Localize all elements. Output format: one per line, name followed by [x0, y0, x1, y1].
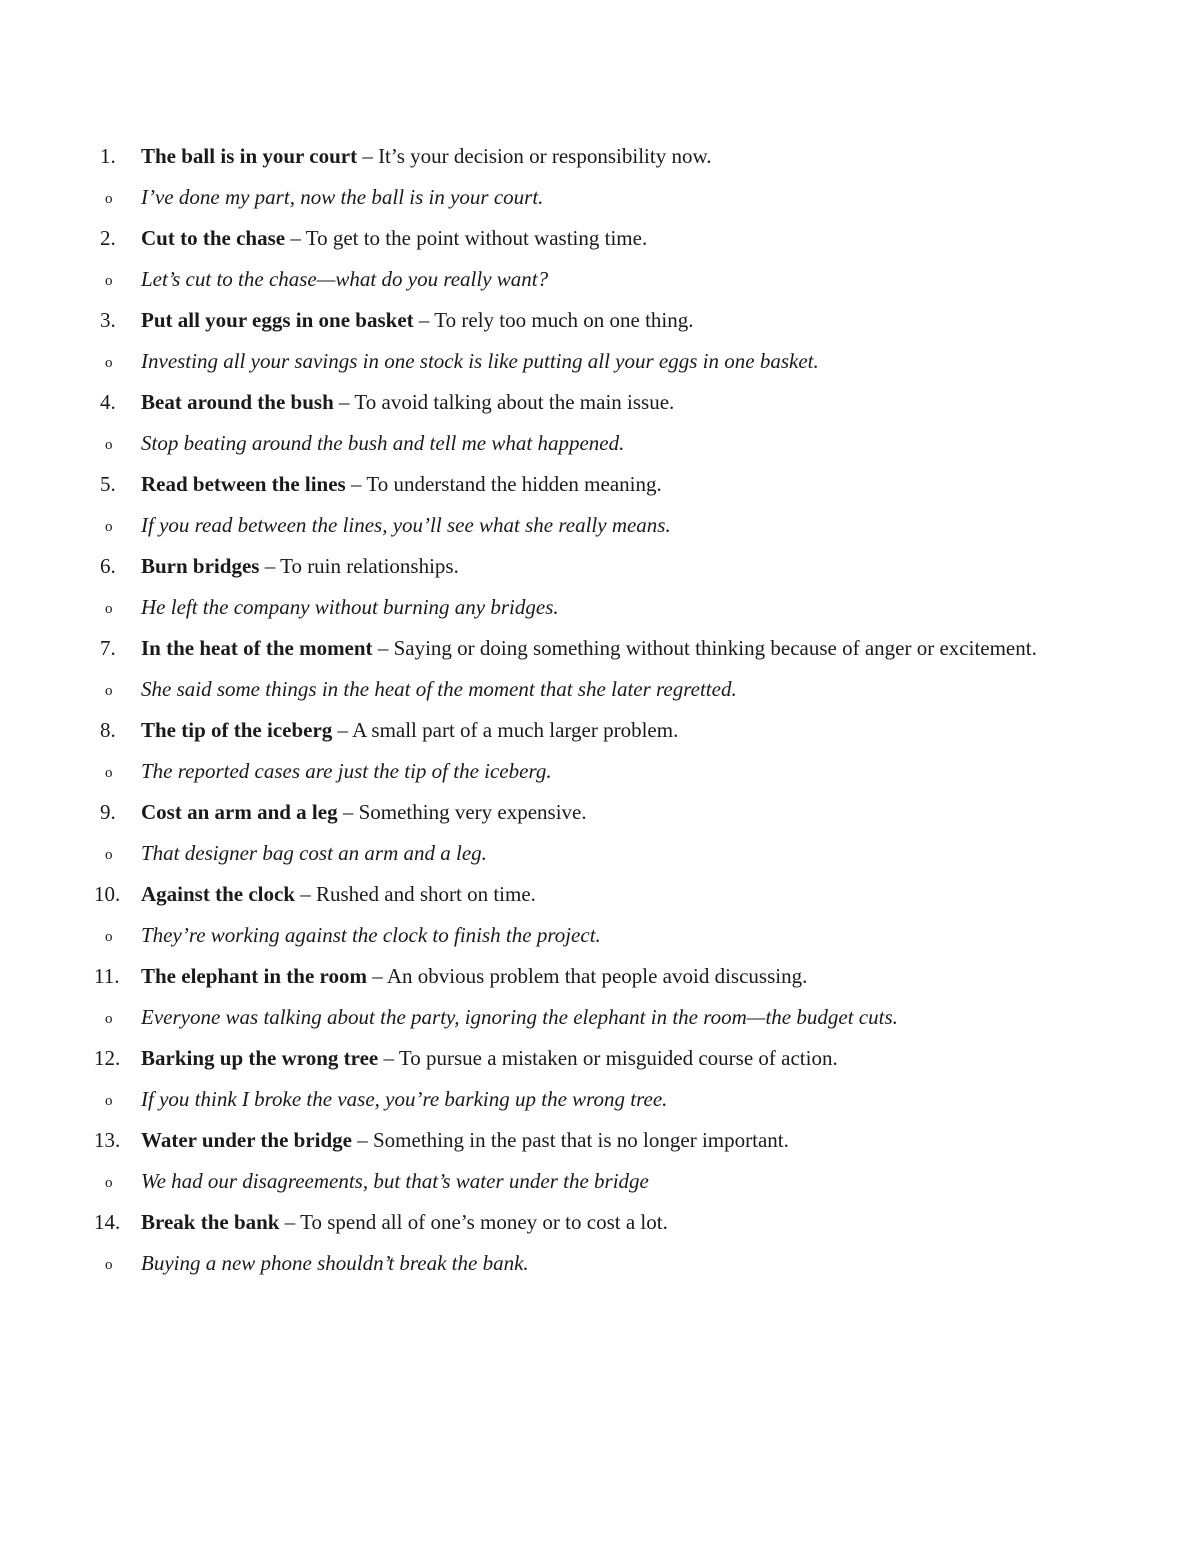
idiom-term: Against the clock	[141, 882, 295, 906]
idiom-definition-line	[94, 1202, 1060, 1243]
item-number: 12.	[94, 1046, 121, 1070]
idiom-example-line	[100, 177, 1060, 218]
idiom-example: They’re working against the clock to finish the project.	[141, 923, 601, 947]
idiom-definition: Saying or doing something without thinking because of anger or excitement.	[393, 636, 1037, 660]
idiom-example-line	[100, 1161, 1060, 1202]
item-number: 9.	[100, 800, 116, 824]
idiom-term: Beat around the bush	[141, 390, 334, 414]
idiom-term: Break the bank	[141, 1210, 280, 1234]
item-number: 7.	[100, 636, 116, 660]
item-number: 4.	[100, 390, 116, 414]
dash-separator: –	[333, 390, 355, 414]
idiom-term: The tip of the iceberg	[141, 718, 333, 742]
item-number: 10.	[94, 882, 121, 906]
idiom-entry	[100, 792, 1060, 874]
idiom-example-line	[100, 505, 1060, 546]
idiom-definition-line	[100, 218, 1060, 259]
idiom-example: Let’s cut to the chase—what do you really want?	[141, 267, 549, 291]
idiom-example: Buying a new phone shouldn’t break the bank.	[141, 1251, 529, 1275]
item-number: 5.	[100, 472, 116, 496]
idiom-example-line	[100, 915, 1060, 956]
idiom-term: Cost an arm and a leg	[141, 800, 338, 824]
idiom-definition: To ruin relationships.	[280, 554, 459, 578]
bullet-marker: o	[105, 1257, 113, 1273]
idiom-definition-line	[100, 464, 1060, 505]
dash-separator: –	[279, 1210, 301, 1234]
idiom-term: Burn bridges	[141, 554, 260, 578]
idiom-definition: Rushed and short on time.	[316, 882, 536, 906]
idiom-example-line	[100, 751, 1060, 792]
bullet-marker: o	[105, 519, 113, 535]
idiom-example: If you think I broke the vase, you’re barking up the wrong tree.	[141, 1087, 668, 1111]
dash-separator: –	[285, 226, 306, 250]
idiom-definition: Something in the past that is no longer important.	[372, 1128, 789, 1152]
idiom-definition-line	[100, 792, 1060, 833]
idiom-example: Investing all your savings in one stock is like putting all your eggs in one basket.	[141, 349, 819, 373]
idiom-entry	[100, 546, 1060, 628]
idiom-entry	[100, 218, 1060, 300]
idiom-example-line	[100, 259, 1060, 300]
idiom-entry	[100, 300, 1060, 382]
idiom-definition-line	[100, 136, 1060, 177]
idiom-definition: Something very expensive.	[358, 800, 587, 824]
idiom-example-line	[100, 1079, 1060, 1120]
idiom-example: Everyone was talking about the party, ignoring the elephant in the room—the budget cuts.	[141, 1005, 898, 1029]
idiom-term: In the heat of the moment	[141, 636, 373, 660]
idiom-definition-line	[100, 300, 1060, 341]
item-number: 14.	[94, 1210, 121, 1234]
dash-separator: –	[413, 308, 435, 332]
item-number: 8.	[100, 718, 116, 742]
idiom-definition-line	[100, 382, 1060, 423]
idiom-entry	[100, 628, 1060, 710]
idiom-definition-line	[94, 956, 1060, 997]
dash-separator: –	[357, 144, 379, 168]
idiom-example: The reported cases are just the tip of the iceberg.	[141, 759, 552, 783]
idiom-entry	[94, 956, 1060, 1038]
idiom-entry	[100, 136, 1060, 218]
idiom-definition-line	[94, 874, 1060, 915]
idiom-definition-line	[94, 1120, 1060, 1161]
bullet-marker: o	[105, 355, 113, 371]
bullet-marker: o	[105, 1175, 113, 1191]
dash-separator: –	[378, 1046, 399, 1070]
idiom-definition: To understand the hidden meaning.	[366, 472, 662, 496]
idiom-example-line	[100, 341, 1060, 382]
idiom-example-line	[100, 833, 1060, 874]
idiom-example: Stop beating around the bush and tell me what happened.	[141, 431, 625, 455]
idiom-entry	[100, 464, 1060, 546]
idiom-definition-line	[94, 1038, 1060, 1079]
bullet-marker: o	[105, 437, 113, 453]
item-number: 6.	[100, 554, 116, 578]
idiom-entry	[94, 874, 1060, 956]
idiom-example: That designer bag cost an arm and a leg.	[141, 841, 487, 865]
idiom-list	[94, 136, 1060, 1284]
idiom-entry	[94, 1202, 1060, 1284]
dash-separator: –	[259, 554, 281, 578]
idiom-definition: To spend all of one’s money or to cost a lot.	[300, 1210, 668, 1234]
dash-separator: –	[345, 472, 367, 496]
idiom-definition-line	[100, 546, 1060, 587]
idiom-definition-line	[100, 710, 1060, 751]
idiom-definition: To get to the point without wasting time.	[305, 226, 648, 250]
dash-separator: –	[337, 800, 359, 824]
idiom-example: If you read between the lines, you’ll see what she really means.	[141, 513, 671, 537]
bullet-marker: o	[105, 273, 113, 289]
idiom-definition-line	[100, 628, 1060, 669]
bullet-marker: o	[105, 191, 113, 207]
idiom-example-line	[100, 1243, 1060, 1284]
idiom-example-line	[100, 669, 1060, 710]
item-number: 1.	[100, 144, 116, 168]
idiom-term: Barking up the wrong tree	[141, 1046, 379, 1070]
idiom-term: Water under the bridge	[141, 1128, 352, 1152]
idiom-term: The ball is in your court	[141, 144, 358, 168]
bullet-marker: o	[105, 601, 113, 617]
idiom-example: He left the company without burning any bridges.	[141, 595, 559, 619]
idiom-entry	[94, 1120, 1060, 1202]
dash-separator: –	[372, 636, 394, 660]
idiom-term: Put all your eggs in one basket	[141, 308, 414, 332]
idiom-definition: It’s your decision or responsibility now.	[378, 144, 712, 168]
idiom-example: I’ve done my part, now the ball is in your court.	[141, 185, 544, 209]
idiom-example-line	[100, 587, 1060, 628]
dash-separator: –	[332, 718, 353, 742]
idiom-term: Read between the lines	[141, 472, 346, 496]
bullet-marker: o	[105, 683, 113, 699]
item-number: 3.	[100, 308, 116, 332]
bullet-marker: o	[105, 929, 113, 945]
bullet-marker: o	[105, 1011, 113, 1027]
idiom-definition: To rely too much on one thing.	[434, 308, 694, 332]
idiom-term: The elephant in the room	[141, 964, 367, 988]
idiom-example-line	[100, 423, 1060, 464]
idiom-definition: To avoid talking about the main issue.	[354, 390, 675, 414]
dash-separator: –	[295, 882, 316, 906]
dash-separator: –	[366, 964, 387, 988]
idiom-example: She said some things in the heat of the moment that she later regretted.	[141, 677, 737, 701]
idiom-definition: To pursue a mistaken or misguided course of action.	[398, 1046, 838, 1070]
bullet-marker: o	[105, 765, 113, 781]
bullet-marker: o	[105, 1093, 113, 1109]
idiom-term: Cut to the chase	[141, 226, 286, 250]
item-number: 13.	[94, 1128, 121, 1152]
idiom-definition: An obvious problem that people avoid discussing.	[386, 964, 808, 988]
idiom-entry	[100, 382, 1060, 464]
idiom-entry	[94, 1038, 1060, 1120]
item-number: 11.	[94, 964, 120, 988]
idiom-definition: A small part of a much larger problem.	[352, 718, 679, 742]
item-number: 2.	[100, 226, 116, 250]
idiom-entry	[100, 710, 1060, 792]
idiom-example: We had our disagreements, but that’s water under the bridge	[141, 1169, 649, 1193]
bullet-marker: o	[105, 847, 113, 863]
idiom-example-line	[100, 997, 1060, 1038]
dash-separator: –	[351, 1128, 373, 1152]
